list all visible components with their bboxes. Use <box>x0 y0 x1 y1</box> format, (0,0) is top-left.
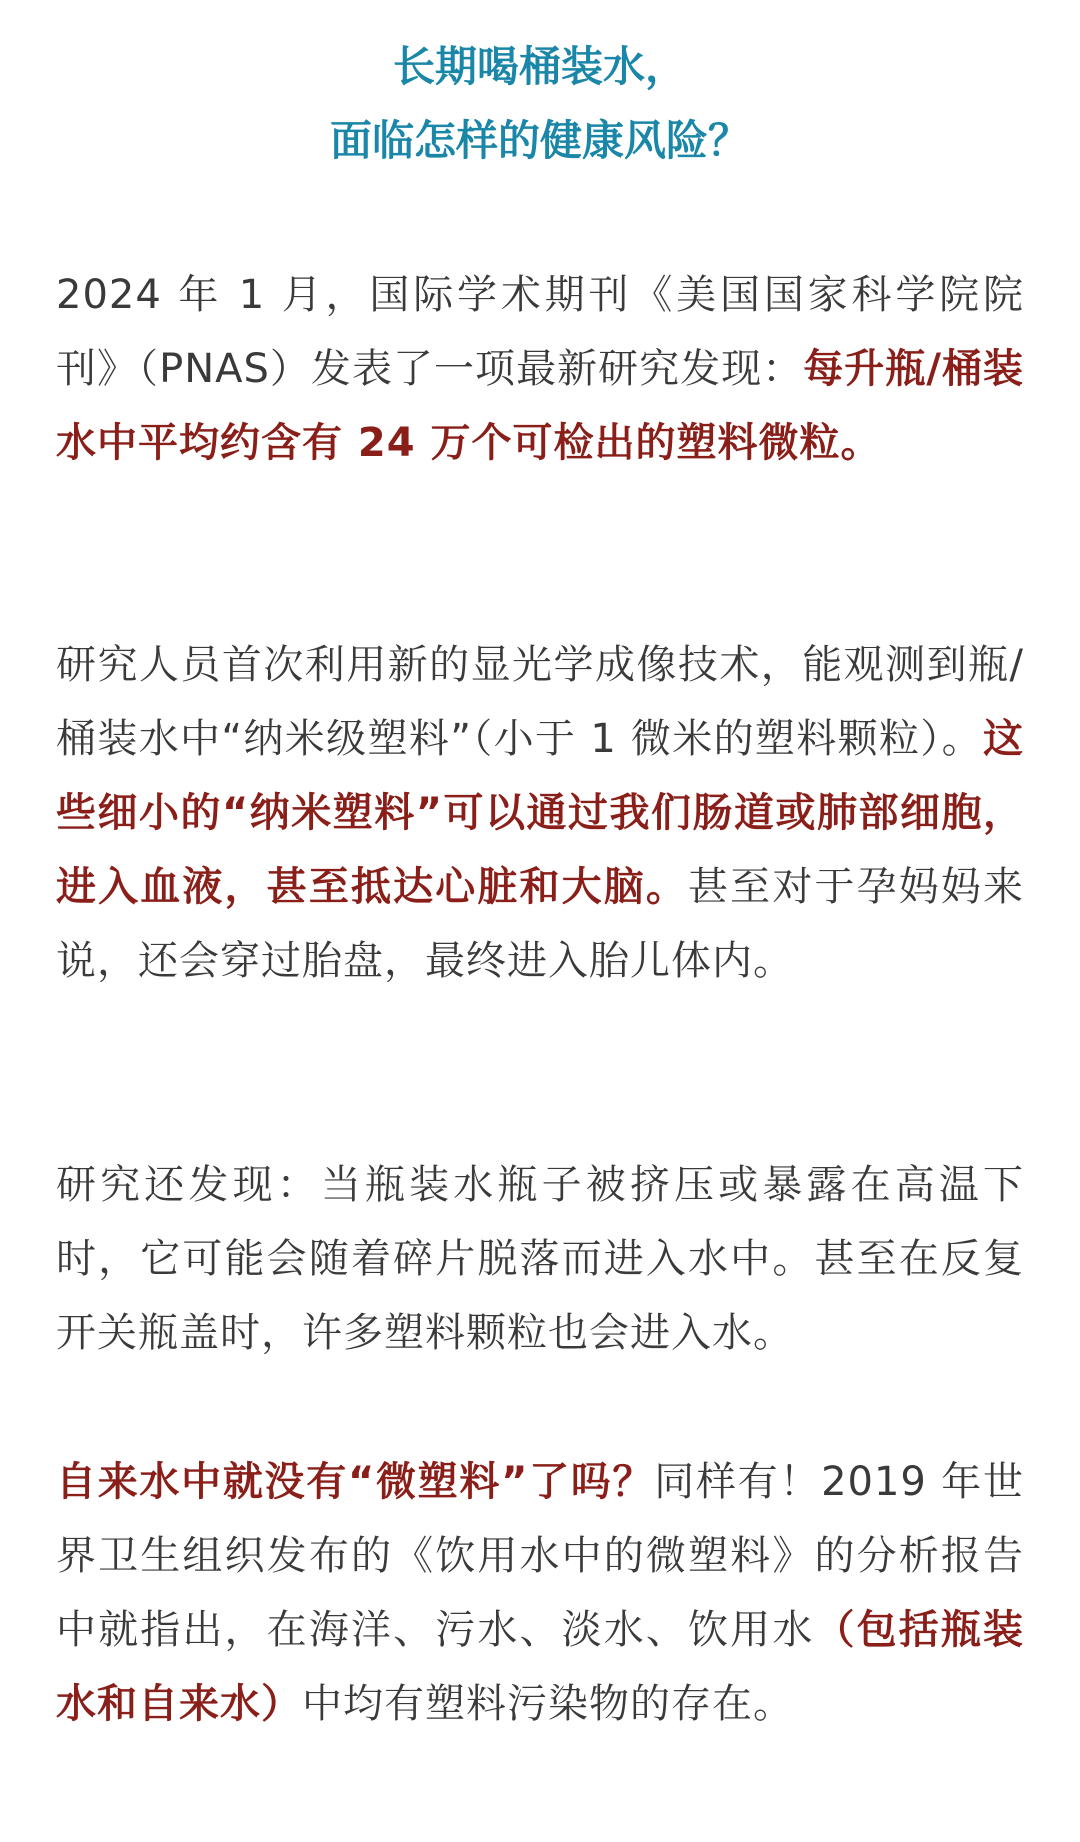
article-title <box>0 30 1080 178</box>
paragraph-pnas-study <box>56 258 1024 480</box>
title-line-1: 长期喝桶装水， <box>392 42 687 91</box>
paragraph-tap-water <box>56 1445 1024 1741</box>
paragraph-text: 2024 年 1 月，国际学术期刊《美国国家科学院院刊》（PNAS）发表了一项最新研究发现： <box>56 272 1024 392</box>
highlight-text: 自来水中就没有“微塑料”了吗？ <box>56 1459 655 1505</box>
paragraph-bottle-squeeze <box>56 1148 1024 1370</box>
paragraph-text: 研究还发现：当瓶装水瓶子被挤压或暴露在高温下时，它可能会随着碎片脱落而进入水中。甚至在反复开关瓶盖时，许多塑料颗粒也会进入水。 <box>56 1162 1024 1356</box>
title-line-2: 面临怎样的健康风险？ <box>329 116 750 165</box>
paragraph-text: 同样有！2019 年世界卫生组织发布的《饮用水中的微塑料》的分析报告中就指出，在海洋、污水、淡水、饮用水 <box>56 1459 1025 1653</box>
paragraph-text: 甚至对于孕妈妈来说，还会穿过胎盘，最终进入胎儿体内。 <box>56 864 1025 984</box>
paragraph-text: 研究人员首次利用新的显光学成像技术，能观测到瓶/桶装水中“纳米级塑料”（小于 1 微米的塑料颗粒）。 <box>56 642 1024 762</box>
paragraph-nanoplastics <box>56 628 1024 998</box>
highlight-text: （包括瓶装水和自来水） <box>56 1607 1025 1727</box>
paragraph-text: 中均有塑料污染物的存在。 <box>302 1681 794 1727</box>
highlight-text: 这些细小的“纳米塑料”可以通过我们肠道或肺部细胞，进入血液，甚至抵达心脏和大脑。 <box>56 716 1024 910</box>
highlight-text: 每升瓶/桶装水中平均约含有 24 万个可检出的塑料微粒。 <box>56 346 1025 466</box>
